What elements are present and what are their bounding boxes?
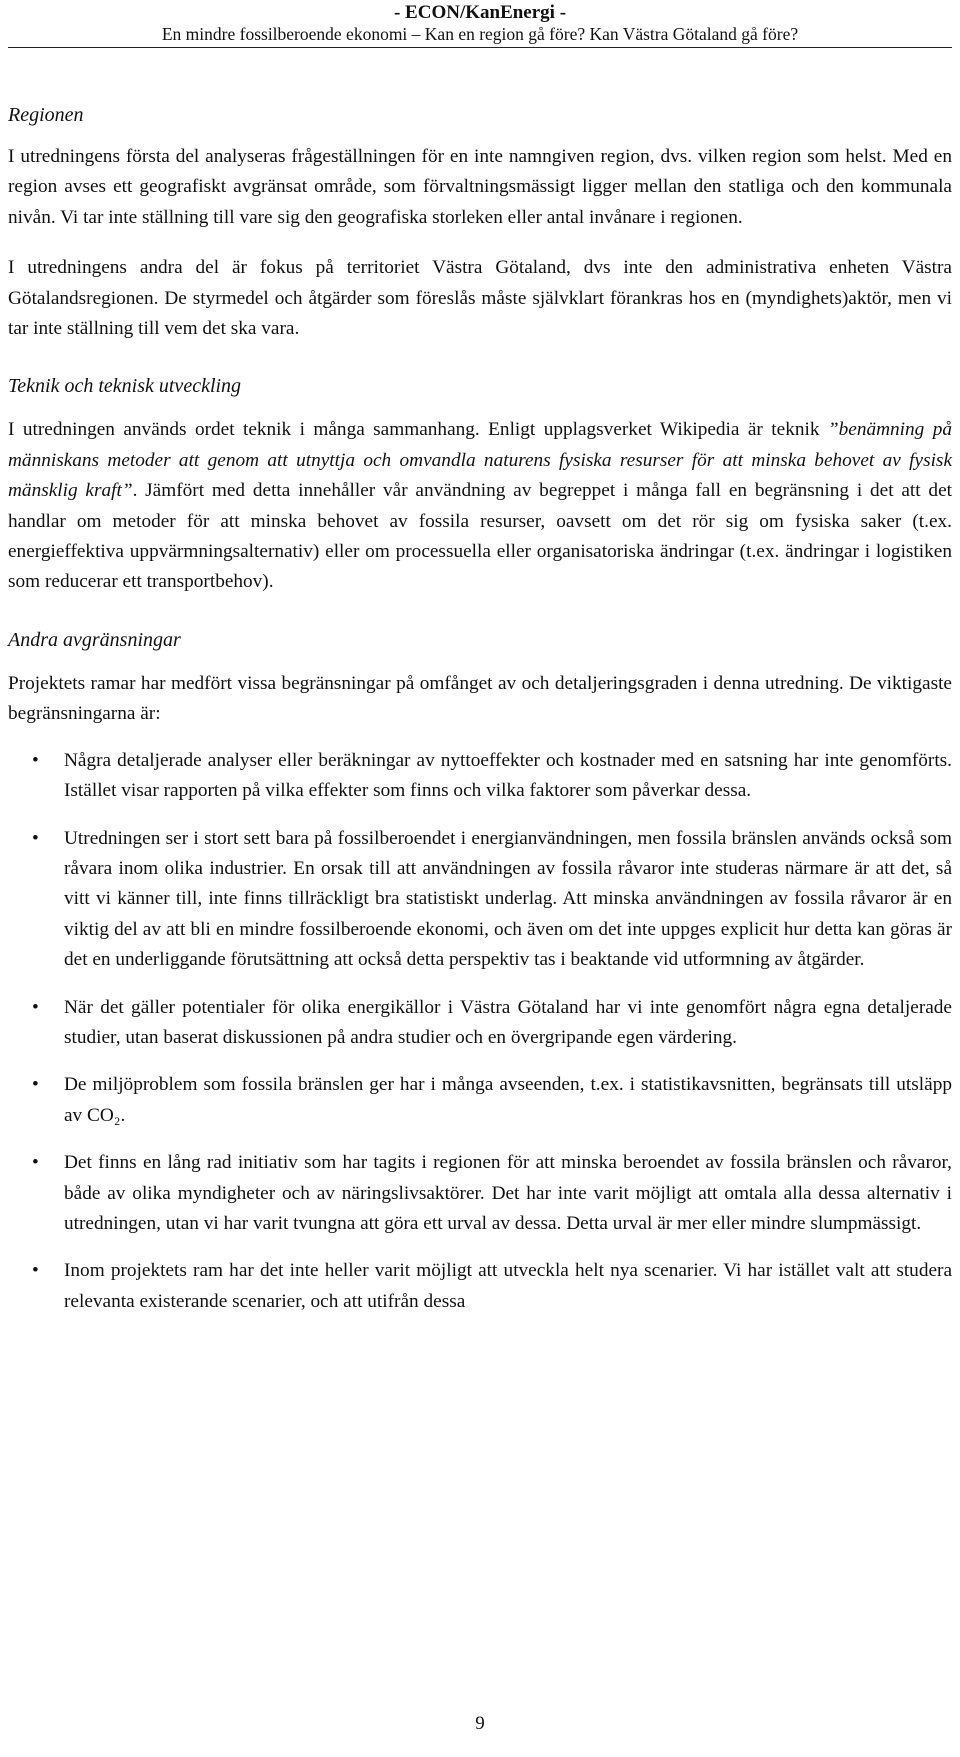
teknik-quote: ”benämning på människans metoder att genom att utnyttja och omvandla naturens fysiska resurser för att minska behovet av fysisk mänsklig kraft” [8, 419, 952, 502]
list-item-text: Några detaljerade analyser eller beräkningar av nyttoeffekter och kostnader med en satsning har inte genomförts. Istället visar rapporten på vilka effekter som finns och vilka faktorer som påverkar dessa. [64, 749, 952, 802]
paragraph-regionen-2: I utredningens andra del är fokus på territoriet Västra Götaland, dvs inte den administrativa enheten Västra Götalandsregionen. De styrmedel och åtgärder som föreslås måste självklart förankras hos en (myndighets)aktör, men vi tar inte ställning till vem det ska vara. [8, 257, 952, 340]
list-item [8, 824, 952, 976]
bullet-icon: • [32, 1074, 39, 1096]
document-body [8, 100, 952, 1334]
page-header [0, 2, 960, 45]
page-number: 9 [475, 1713, 485, 1734]
header-title: - ECON/KanEnergi - [393, 2, 567, 23]
heading-andra-avgransningar: Andra avgränsningar [8, 628, 181, 651]
teknik-text-before: I utredningen används ordet teknik i många sammanhang. Enligt upplagsverket Wikipedia är teknik [8, 419, 828, 441]
list-item [8, 1256, 952, 1317]
header-divider [8, 47, 952, 48]
bullet-icon: • [32, 749, 39, 771]
header-subtitle: En mindre fossilberoende ekonomi – Kan en region gå före? Kan Västra Götaland gå före? [161, 24, 799, 44]
teknik-text-after: . Jämfört med detta innehåller vår användning av begreppet i många fall en begränsning i det att det handlar om metoder för att minska behovet av fossila resurser, oavsett om det rör sig om fysiska saker (t.ex. energieffektiva uppvärmningsalternativ) eller om processuella eller organisatoriska ändringar (t.ex. ändringar i logistiken som reducerar ett transportbehov). [8, 480, 952, 593]
limitations-list [8, 746, 952, 1318]
paragraph-andra-intro: Projektets ramar har medfört vissa begränsningar på omfånget av och detaljeringsgraden i denna utredning. De viktigaste begränsningarna är: [8, 672, 952, 725]
bullet-icon: • [32, 1260, 39, 1282]
paragraph-regionen-1: I utredningens första del analyseras frågeställningen för en inte namngiven region, dvs. vilken region som helst. Med en region avses ett geografiskt avgränsat område, som förvaltningsmässigt ligger mellan den statliga och den kommunala nivån. Vi tar inte ställning till vare sig den geografiska storleken eller antal invånare i regionen. [8, 146, 952, 228]
list-item-text: Det finns en lång rad initiativ som har tagits i regionen för att minska beroendet av fossila bränslen och råvaror, både av olika myndigheter och av näringslivsaktörer. Det har inte varit möjligt att omtala alla dessa alternativ i utredningen, utan vi har varit tvungna att göra ett urval av dessa. Detta urval är mer eller mindre slumpmässigt. [64, 1152, 952, 1234]
list-item [8, 1070, 952, 1131]
list-item-text: Inom projektets ram har det inte heller varit möjligt att utveckla helt nya scenarier. Vi har istället valt att studera relevanta existerande scenarier, och att utifrån dessa [64, 1260, 952, 1312]
list-item-text: När det gäller potentialer för olika energikällor i Västra Götaland har vi inte genomfört några egna detaljerade studier, utan baserat diskussionen på andra studier och en övergripande egen värdering. [64, 996, 952, 1048]
heading-teknik: Teknik och teknisk utveckling [8, 375, 242, 398]
list-item [8, 993, 952, 1054]
heading-regionen: Regionen [8, 104, 84, 126]
list-item-text: De miljöproblem som fossila bränslen ger har i många avseenden, t.ex. i statistikavsnitten, begränsats till utsläpp av CO₂. [64, 1074, 952, 1126]
bullet-icon: • [32, 827, 39, 849]
paragraph-teknik [8, 415, 952, 597]
bullet-icon: • [32, 996, 39, 1018]
list-item-text: Utredningen ser i stort sett bara på fossilberoendet i energianvändningen, men fossila bränslen används också som råvara inom olika industrier. En orsak till att användningen av fossila råvaror inte studeras närmare är att det, så vitt vi känner till, inte finns tillräckligt bra statistiskt underlag. Att minska användningen av fossila råvaror är en viktig del av att bli en mindre fossilberoende ekonomi, och även om det inte uppges explicit hur detta kan göras är det en underliggande förutsättning att också detta perspektiv tas i beaktande vid utformning av åtgärder. [64, 827, 952, 971]
list-item [8, 1148, 952, 1239]
list-item [8, 746, 952, 807]
bullet-icon: • [32, 1152, 39, 1174]
